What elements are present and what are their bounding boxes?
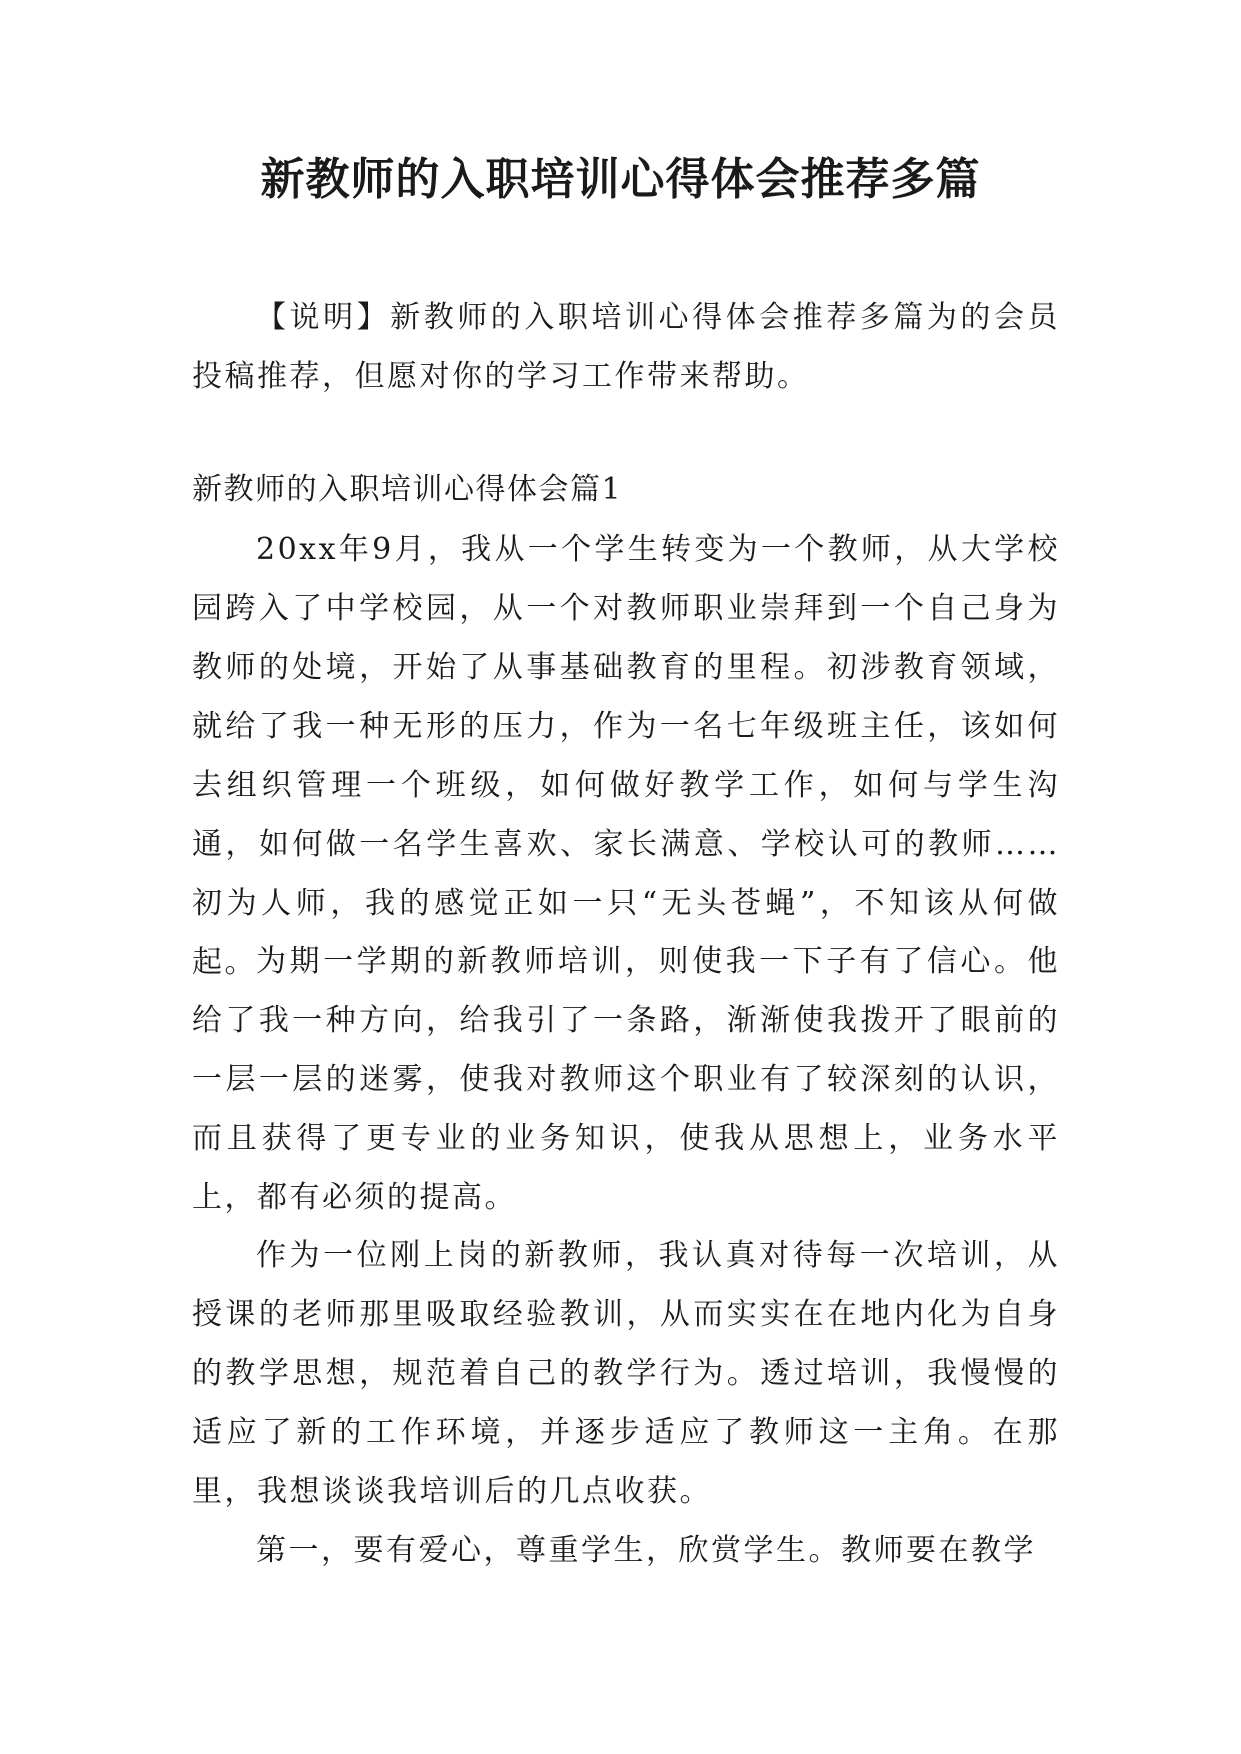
- body-paragraph: 为期一学期的新教师培训，则使我一下子有了信心。他给了我一种方向，给我引了一条路，渐渐使我拨开了眼前的一层一层的迷雾，使我对教师这个职业有了较深刻的认识，而且获得了更专业的业务知识，使我从思想上，业务水平上，都有必须的提高。: [192, 944, 1060, 1215]
- body-paragraph: 第一，要有爱心，尊重学生，欣赏学生。教师要在教学: [256, 1533, 1036, 1568]
- body-paragraph: 作为一位刚上岗的新教师，我认真对待每一次培训，从授课的老师那里吸取经验教训，从而实实在在地内化为自身的教学思想，规范着自己的教学行为。透过培训，我慢慢的适应了新的工作环境，并逐步适应了教师这一主角。在那里，我想谈谈我培训后的几点收获。: [192, 1238, 1060, 1509]
- body-paragraph: 20xx年9月，我从一个学生转变为一个教师，从大学校园跨入了中学校园，从一个对教师职业崇拜到一个自己身为教师的处境，开始了从事基础教育的里程。初涉教育领域，就给了我一种无形的压力，作为一名七年级班主任，该如何去组织管理一个班级，如何做好教学工作，如何与学生沟通，如何做一名学生喜欢、家长满意、学校认可的教师……初为人师，我的感觉正如一只“无头苍蝇”，不知该从何做起。: [192, 532, 1060, 980]
- document-title: 新教师的入职培训心得体会推荐多篇: [260, 154, 981, 205]
- description-note: 【说明】新教师的入职培训心得体会推荐多篇为的会员投稿推荐，但愿对你的学习工作带来帮助。: [192, 300, 1060, 394]
- section-heading: 新教师的入职培训心得体会篇1: [192, 472, 623, 507]
